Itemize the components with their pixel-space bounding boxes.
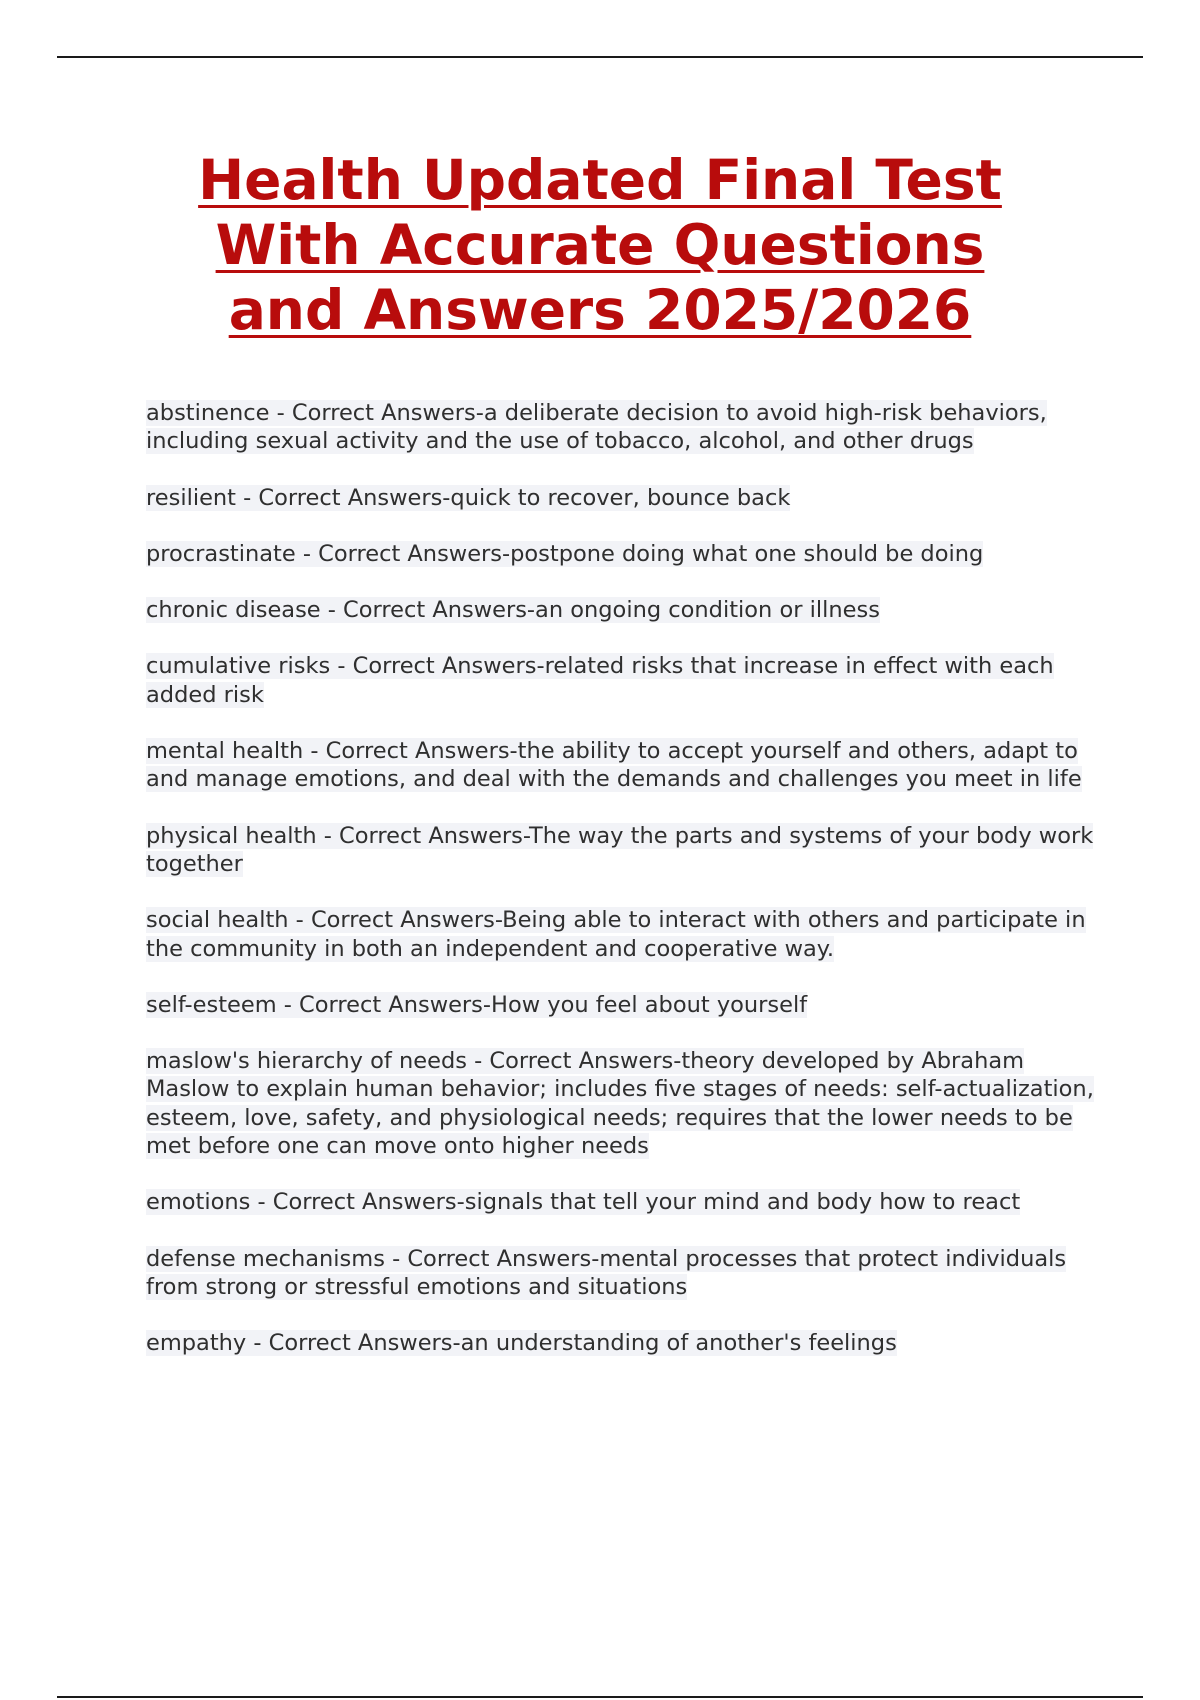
qa-entry-abstinence xyxy=(146,399,1106,456)
qa-entry-text: maslow's hierarchy of needs - Correct Answers-theory developed by Abraham Maslow to explain human behavior; includes five stages of needs: self-actualization, esteem, love, safety, and physiological needs; requires that the lower needs to be met before one can move onto higher needs xyxy=(146,1048,1094,1160)
qa-entry-text: empathy - Correct Answers-an understanding of another's feelings xyxy=(146,1330,897,1357)
document-title: Health Updated Final Test With Accurate Questions and Answers 2025/2026 xyxy=(198,148,1002,342)
qa-entry-social-health xyxy=(146,906,1106,963)
qa-entry-text: physical health - Correct Answers-The way the parts and systems of your body work together xyxy=(146,822,1094,877)
qa-entry-mental-health xyxy=(146,737,1106,794)
qa-entry-defense-mechanisms xyxy=(146,1245,1106,1302)
qa-entry-text: defense mechanisms - Correct Answers-mental processes that protect individuals from strong or stressful emotions and situations xyxy=(146,1245,1067,1300)
qa-entry-self-esteem xyxy=(146,991,1106,1019)
footer-rule xyxy=(57,1696,1143,1698)
qa-entry-physical-health xyxy=(146,822,1106,879)
qa-list xyxy=(146,399,1106,1386)
qa-entry-text: self-esteem - Correct Answers-How you feel about yourself xyxy=(146,991,808,1018)
qa-entry-resilient xyxy=(146,484,1106,512)
qa-entry-emotions xyxy=(146,1188,1106,1216)
qa-entry-text: abstinence - Correct Answers-a deliberate decision to avoid high-risk behaviors, including sexual activity and the use of tobacco, alcohol, and other drugs xyxy=(146,400,1047,455)
header-rule xyxy=(57,56,1143,58)
qa-entry-text: resilient - Correct Answers-quick to recover, bounce back xyxy=(146,484,791,511)
qa-entry-chronic-disease xyxy=(146,596,1106,624)
qa-entry-empathy xyxy=(146,1329,1106,1357)
qa-entry-text: emotions - Correct Answers-signals that tell your mind and body how to react xyxy=(146,1189,1021,1216)
qa-entry-text: procrastinate - Correct Answers-postpone doing what one should be doing xyxy=(146,540,984,567)
qa-entry-text: social health - Correct Answers-Being able to interact with others and participate in the community in both an independent and cooperative way. xyxy=(146,907,1086,962)
qa-entry-cumulative-risks xyxy=(146,652,1106,709)
qa-entry-text: chronic disease - Correct Answers-an ongoing condition or illness xyxy=(146,597,880,624)
qa-entry-text: cumulative risks - Correct Answers-related risks that increase in effect with each added risk xyxy=(146,653,1054,708)
qa-entry-procrastinate xyxy=(146,540,1106,568)
qa-entry-text: mental health - Correct Answers-the ability to accept yourself and others, adapt to and manage emotions, and deal with the demands and challenges you meet in life xyxy=(146,738,1082,793)
qa-entry-maslows-hierarchy xyxy=(146,1047,1106,1160)
